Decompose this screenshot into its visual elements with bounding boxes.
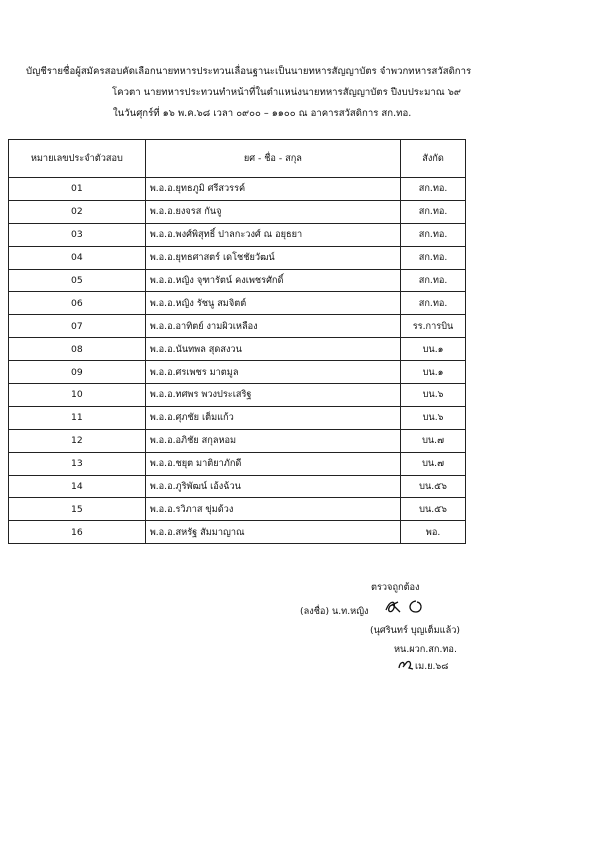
exam-number-cell: 08	[9, 338, 146, 361]
name-cell: พ.อ.อ.ศุภชัย เต็มแก้ว	[145, 406, 400, 429]
column-header-unit: สังกัด	[401, 140, 466, 178]
exam-number-cell: 07	[9, 315, 146, 338]
unit-cell: บน.๑	[401, 361, 466, 384]
unit-cell: สก.ทอ.	[401, 246, 466, 269]
signer-position: หน.ผวก.สก.ทอ.	[394, 644, 457, 655]
table-row	[9, 452, 466, 475]
exam-number-cell: 11	[9, 406, 146, 429]
signed-by-label: (ลงชื่อ) น.ท.หญิง	[300, 606, 369, 617]
column-header-exam-number: หมายเลขประจำตัวสอบ	[9, 140, 146, 178]
name-cell: พ.อ.อ.ภูริพัฒน์ เอ้งฉ้วน	[145, 475, 400, 498]
handwritten-date-day	[397, 658, 415, 672]
exam-number-cell: 05	[9, 269, 146, 292]
table-row	[9, 315, 466, 338]
handwritten-signature	[382, 596, 432, 618]
unit-cell: สก.ทอ.	[401, 292, 466, 315]
unit-cell: บน.๕๖	[401, 475, 466, 498]
exam-number-cell: 12	[9, 429, 146, 452]
name-cell: พ.อ.อ.อาทิตย์ งามผิวเหลือง	[145, 315, 400, 338]
table-row	[9, 498, 466, 521]
table-row	[9, 361, 466, 384]
title-line-2: โควตา นายทหารประทวนทำหน้าที่ในตำแหน่งนายทหารสัญญาบัตร ปีงบประมาณ ๖๙	[112, 87, 461, 98]
column-header-name: ยศ - ชื่อ - สกุล	[145, 140, 400, 178]
name-cell: พ.อ.อ.ทศพร พวงประเสริฐ	[145, 384, 400, 407]
table-row	[9, 521, 466, 544]
exam-number-cell: 03	[9, 223, 146, 246]
exam-number-cell: 06	[9, 292, 146, 315]
exam-number-cell: 15	[9, 498, 146, 521]
table-row	[9, 223, 466, 246]
unit-cell: บน.๗	[401, 452, 466, 475]
name-cell: พ.อ.อ.ศรเพชร มาตมูล	[145, 361, 400, 384]
unit-cell: บน.๕๖	[401, 498, 466, 521]
table-row	[9, 429, 466, 452]
name-cell: พ.อ.อ.ยงจรส กันจู	[145, 200, 400, 223]
date-text: เม.ย.๖๘	[415, 661, 449, 672]
unit-cell: สก.ทอ.	[401, 200, 466, 223]
name-cell: พ.อ.อ.หญิง จุฑารัตน์ คงเพชรศักดิ์	[145, 269, 400, 292]
verified-label: ตรวจถูกต้อง	[371, 582, 420, 593]
signer-fullname: (นุศรินทร์ บุญเต็มแล้ว)	[370, 625, 460, 636]
name-cell: พ.อ.อ.ชยุต มาติยาภักดี	[145, 452, 400, 475]
unit-cell: บน.๗	[401, 429, 466, 452]
unit-cell: พอ.	[401, 521, 466, 544]
table-row	[9, 338, 466, 361]
title-line-1: บัญชีรายชื่อผู้สมัครสอบคัดเลือกนายทหารประทวนเลื่อนฐานะเป็นนายทหารสัญญาบัตร จำพวกทหารสวัสดิการ	[26, 66, 472, 77]
unit-cell: สก.ทอ.	[401, 269, 466, 292]
name-cell: พ.อ.อ.รวิภาส ขุ่มด้วง	[145, 498, 400, 521]
table-row	[9, 406, 466, 429]
exam-number-cell: 09	[9, 361, 146, 384]
unit-cell: สก.ทอ.	[401, 223, 466, 246]
exam-number-cell: 10	[9, 384, 146, 407]
unit-cell: สก.ทอ.	[401, 178, 466, 201]
exam-number-cell: 02	[9, 200, 146, 223]
table-row	[9, 384, 466, 407]
table-row	[9, 269, 466, 292]
table-header-row	[9, 140, 466, 178]
unit-cell: บน.๖	[401, 406, 466, 429]
exam-number-cell: 01	[9, 178, 146, 201]
name-cell: พ.อ.อ.สหรัฐ สัมมาญาณ	[145, 521, 400, 544]
name-cell: พ.อ.อ.อภิชัย สกุลหอม	[145, 429, 400, 452]
table-row	[9, 475, 466, 498]
name-cell: พ.อ.อ.พงศ์พิสุทธิ์ ปาลกะวงศ์ ณ อยุธยา	[145, 223, 400, 246]
name-cell: พ.อ.อ.ยุทธศาสตร์ เดโชชัยวัฒน์	[145, 246, 400, 269]
name-cell: พ.อ.อ.ยุทธภูมิ ศรีสวรรค์	[145, 178, 400, 201]
exam-number-cell: 13	[9, 452, 146, 475]
unit-cell: รร.การบิน	[401, 315, 466, 338]
table-row	[9, 200, 466, 223]
candidate-table	[8, 139, 466, 544]
exam-number-cell: 14	[9, 475, 146, 498]
table-row	[9, 292, 466, 315]
unit-cell: บน.๑	[401, 338, 466, 361]
name-cell: พ.อ.อ.นันทพล สุดสงวน	[145, 338, 400, 361]
exam-number-cell: 16	[9, 521, 146, 544]
table-row	[9, 246, 466, 269]
table-row	[9, 178, 466, 201]
title-line-3: ในวันศุกร์ที่ ๑๖ พ.ค.๖๘ เวลา ๐๙๐๐ – ๑๑๐๐ ณ อาคารสวัสดิการ สก.ทอ.	[113, 108, 412, 119]
name-cell: พ.อ.อ.หญิง รัชนู สมจิตต์	[145, 292, 400, 315]
unit-cell: บน.๖	[401, 384, 466, 407]
exam-number-cell: 04	[9, 246, 146, 269]
